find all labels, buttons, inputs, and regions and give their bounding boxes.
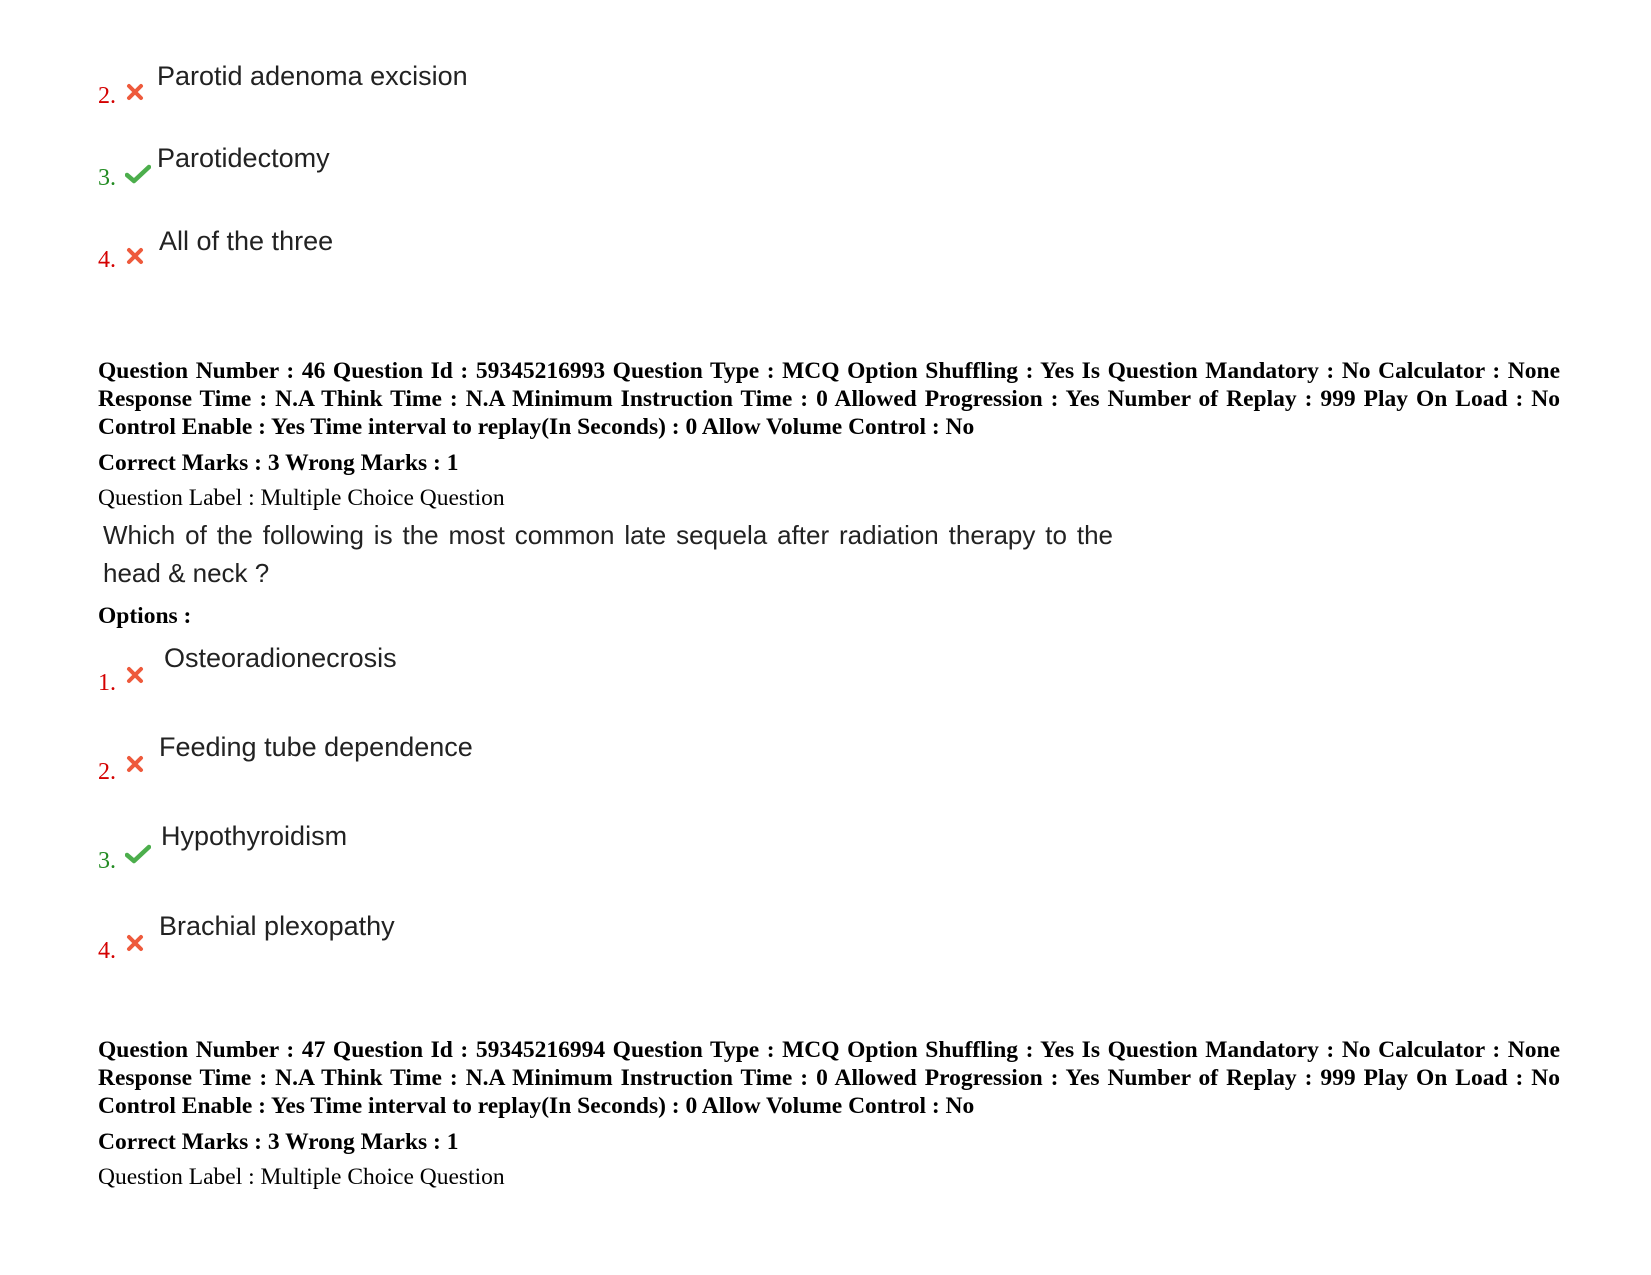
- question-46-meta: Question Number : 46 Question Id : 59345216993 Question Type : MCQ Option Shuffling : Yes Is Question Mandatory : No Calculator : None Response Time : N.A Think Time : N.A Minimum Instruction Time : 0 Allowed Progression : Yes Number of Replay : 999 Play On Load : No Control Enable : Yes Time interval to replay(In Seconds) : 0 Allow Volume Control : No: [98, 358, 1560, 440]
- option-number: 2.: [98, 83, 116, 109]
- question-47-meta: Question Number : 47 Question Id : 59345216994 Question Type : MCQ Option Shuffling : Yes Is Question Mandatory : No Calculator : None Response Time : N.A Think Time : N.A Minimum Instruction Time : 0 Allowed Progression : Yes Number of Replay : 999 Play On Load : No Control Enable : Yes Time interval to replay(In Seconds) : 0 Allow Volume Control : No: [98, 1037, 1560, 1119]
- option-number: 2.: [98, 759, 116, 785]
- cross-icon: [125, 246, 145, 266]
- option-number: 3.: [98, 848, 116, 874]
- option-text: Osteoradionecrosis: [164, 643, 397, 673]
- option-text: Feeding tube dependence: [159, 732, 473, 762]
- check-icon: [125, 844, 151, 864]
- cross-icon: [125, 82, 145, 102]
- question-47-label: Question Label : Multiple Choice Question: [98, 1164, 505, 1190]
- question-47-marks: Correct Marks : 3 Wrong Marks : 1: [98, 1129, 459, 1155]
- option-text: All of the three: [159, 226, 334, 256]
- cross-icon: [125, 933, 145, 953]
- question-46-text: Which of the following is the most common late sequela after radiation therapy to the head & neck ?: [103, 520, 1113, 588]
- option-number: 3.: [98, 165, 116, 191]
- option-number: 1.: [98, 670, 116, 696]
- option-text: Parotid adenoma excision: [157, 61, 468, 91]
- option-number: 4.: [98, 247, 116, 273]
- question-46-options-heading: Options :: [98, 603, 192, 629]
- option-text: Brachial plexopathy: [159, 911, 395, 941]
- option-number: 4.: [98, 938, 116, 964]
- cross-icon: [125, 665, 145, 685]
- check-icon: [125, 164, 151, 184]
- option-text: Parotidectomy: [157, 143, 330, 173]
- question-46-marks: Correct Marks : 3 Wrong Marks : 1: [98, 450, 459, 476]
- option-text: Hypothyroidism: [161, 821, 348, 851]
- question-46-label: Question Label : Multiple Choice Question: [98, 485, 505, 511]
- cross-icon: [125, 754, 145, 774]
